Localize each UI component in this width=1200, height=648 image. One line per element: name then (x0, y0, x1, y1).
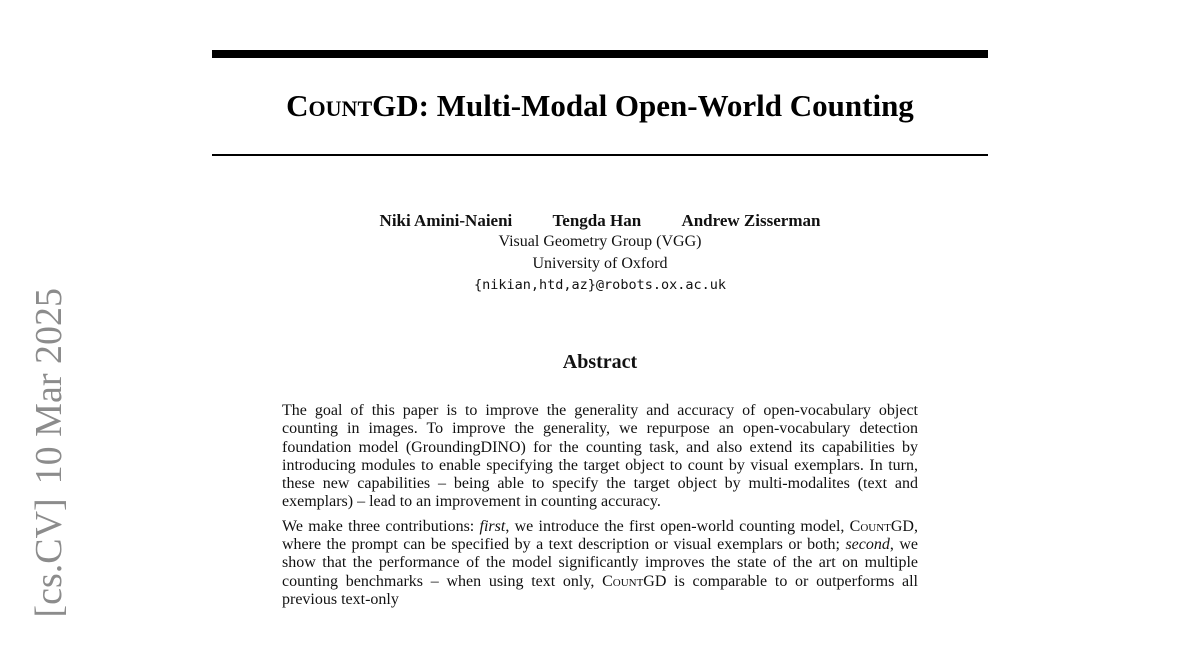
model-name-smallcaps: CountGD (849, 517, 914, 535)
abstract-p2-text: , we introduce the first open-world counting model, (505, 517, 850, 535)
abstract-p2-text: We make three contributions: (282, 517, 480, 535)
arxiv-date: 10 Mar 2025 (28, 288, 70, 485)
abstract-heading: Abstract (562, 351, 638, 373)
paper-title (212, 86, 988, 126)
affiliation-university: University of Oxford (532, 255, 668, 272)
title-bottom-rule (212, 154, 988, 156)
arxiv-side-stamp (26, 288, 72, 648)
abstract-body (282, 402, 918, 615)
arxiv-category: [cs.CV] (28, 498, 70, 618)
abstract-p2-text: , we show that the performance of the model significantly improves the state of the art on multiple counting benchmarks – when using text only, (282, 536, 919, 590)
title-top-rule (212, 50, 988, 58)
author-name: Tengda Han (552, 211, 642, 230)
abstract-paragraph-1: The goal of this paper is to improve the generality and accuracy of open-vocabulary object counting in images. To improve the generality, we repurpose an open-vocabulary detection foundation model (GroundingDINO) for the counting task, and also extend its capabilities by introducing modules to enable specifying the target object to count by visual exemplars. In turn, these new capabilities – being able to specify the target object by multi-modalites (text and exemplars) – lead to an improvement in counting accuracy. (282, 402, 918, 511)
author-list (212, 210, 988, 232)
affiliation-group: Visual Geometry Group (VGG) (498, 233, 702, 250)
author-name: Niki Amini-Naieni (379, 211, 513, 230)
abstract-p2-text: , where the prompt can be specified by a text description or visual exemplars or both; (282, 517, 918, 554)
title-rest: : Multi-Modal Open-World Counting (418, 88, 914, 123)
abstract-paragraph-2 (282, 518, 918, 609)
emphasis-second: second (845, 536, 890, 554)
model-name-smallcaps: CountGD (602, 572, 667, 590)
abstract-p2-text: is comparable to or outperforms all previous text-only (282, 572, 919, 608)
title-model-name: CountGD (286, 88, 419, 123)
author-emails: {nikian,htd,az}@robots.ox.ac.uk (474, 277, 726, 293)
author-name: Andrew Zisserman (681, 211, 821, 230)
emphasis-first: first (479, 517, 506, 535)
